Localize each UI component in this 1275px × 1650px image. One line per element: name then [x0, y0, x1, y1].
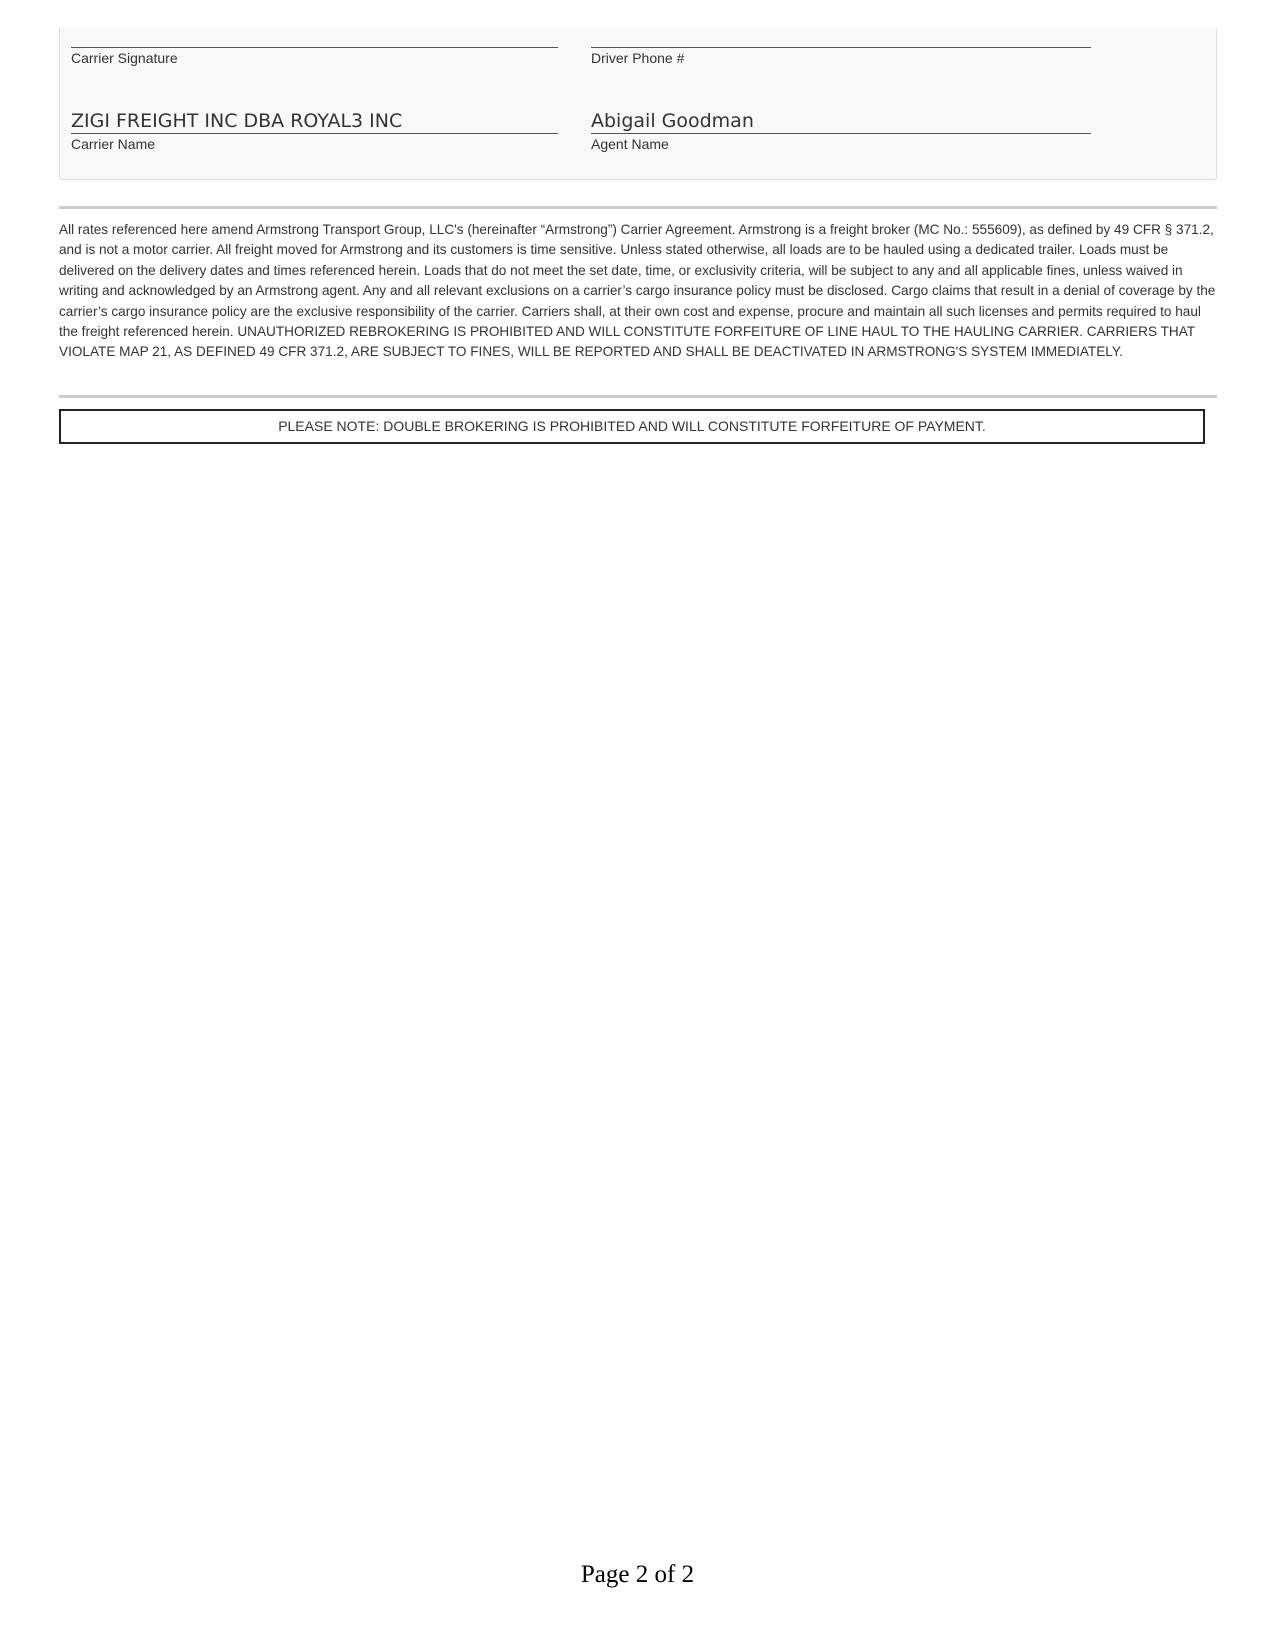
divider-top — [59, 206, 1217, 209]
agent-name-line — [591, 133, 1091, 134]
carrier-signature-line — [71, 47, 558, 48]
double-brokering-notice: PLEASE NOTE: DOUBLE BROKERING IS PROHIBITED AND WILL CONSTITUTE FORFEITURE OF PAYMENT. — [59, 409, 1205, 444]
carrier-signature-field[interactable] — [71, 28, 558, 66]
agent-name-value[interactable]: Abigail Goodman — [591, 110, 754, 132]
page-number: Page 2 of 2 — [580, 1561, 695, 1588]
agent-name-field[interactable] — [591, 100, 1091, 152]
carrier-name-value[interactable]: ZIGI FREIGHT INC DBA ROYAL3 INC — [71, 110, 403, 132]
divider-bottom — [59, 395, 1217, 398]
carrier-name-line — [71, 133, 558, 134]
driver-phone-field[interactable] — [591, 28, 1091, 66]
carrier-name-field[interactable] — [71, 100, 558, 152]
carrier-name-label: Carrier Name — [71, 136, 156, 152]
disclaimer-text: All rates referenced here amend Armstrong Transport Group, LLC's (hereinafter “Armstrong”) Carrier Agreement. Armstrong is a freight broker (MC No.: 555609), as defined by 49 CFR § 371.2, and is not a motor carrier. All freight moved for Armstrong and its customers is time sensitive. Unless stated otherwise, all loads are to be hauled using a dedicated trailer. Loads must be delivered on the delivery dates and times referenced herein. Loads that do not meet the set date, time, or exclusivity criteria, will be subject to any and all applicable fines, unless waived in writing and acknowledged by an Armstrong agent. Any and all relevant exclusions on a carrier’s cargo insurance policy must be disclosed. Cargo claims that result in a denial of coverage by the carrier’s cargo insurance policy are the exclusive responsibility of the carrier. Carriers shall, at their own cost and expense, procure and maintain all such licenses and permits required to haul the freight referenced herein. UNAUTHORIZED REBROKERING IS PROHIBITED AND WILL CONSTITUTE FORFEITURE OF LINE HAUL TO THE HAULING CARRIER. CARRIERS THAT VIOLATE MAP 21, AS DEFINED 49 CFR 371.2, ARE SUBJECT TO FINES, WILL BE REPORTED AND SHALL BE DEACTIVATED IN ARMSTRONG'S SYSTEM IMMEDIATELY. — [59, 222, 1216, 360]
carrier-signature-label: Carrier Signature — [71, 50, 178, 66]
agent-name-label: Agent Name — [591, 136, 669, 152]
driver-phone-label: Driver Phone # — [591, 50, 685, 66]
driver-phone-line — [591, 47, 1091, 48]
